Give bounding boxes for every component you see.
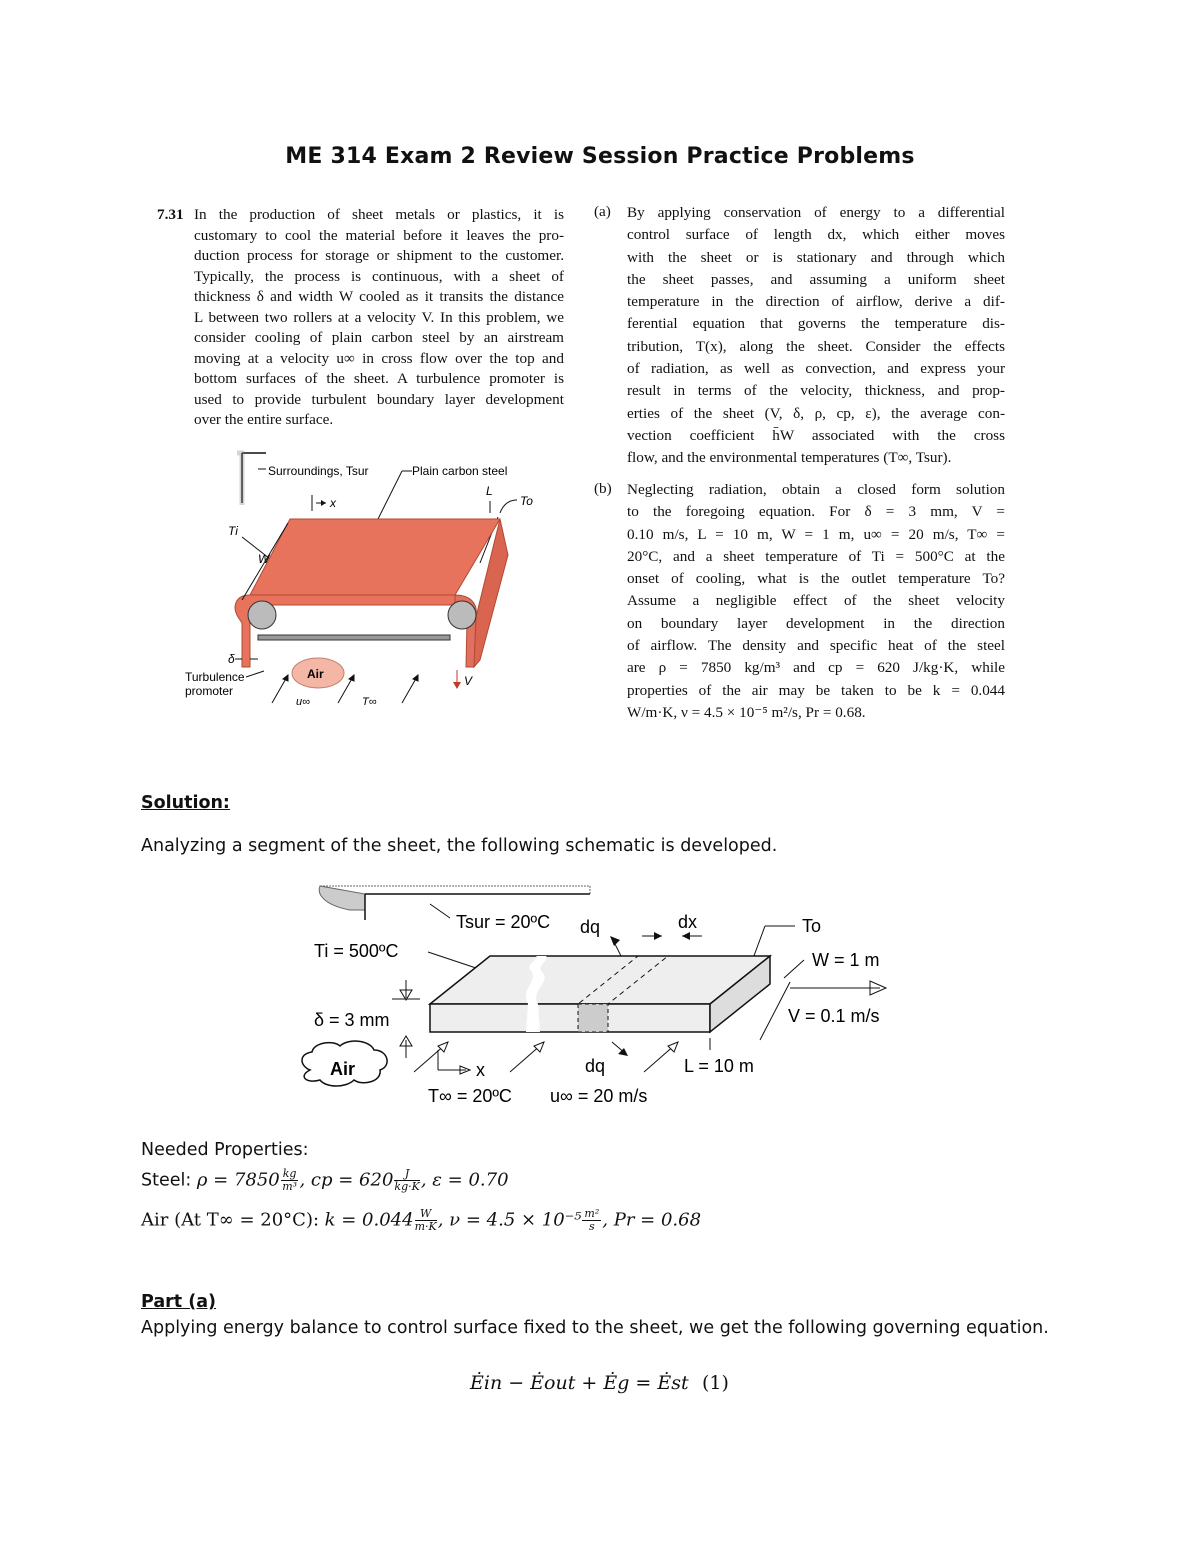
part-b-label: (b): [594, 480, 612, 497]
text-line: Neglecting radiation, obtain a closed form solution: [627, 481, 1005, 498]
air-label: Air (At T∞ = 20°C):: [141, 1209, 320, 1231]
x-label: x: [330, 496, 336, 510]
w-label: W = 1 m: [812, 950, 880, 970]
u-inf-label: u∞: [296, 696, 310, 708]
text-line: By applying conservation of energy to a differential: [627, 204, 1005, 221]
steel-cp-unit: $\frac{J}{kg\cdot K}$: [394, 1167, 420, 1193]
l-label: L = 10 m: [684, 1056, 754, 1076]
air-nu: , ν = 4.5 × 10⁻⁵: [437, 1209, 582, 1231]
text-line: consider cooling of plain carbon steel by an airstream: [194, 329, 564, 346]
dq-top-label: dq: [580, 917, 601, 937]
text-line: 20°C, and a sheet temperature of Ti = 500°C at the: [627, 547, 1005, 565]
solution-intro: Analyzing a segment of the sheet, the following schematic is developed.: [141, 836, 778, 856]
problem-number: 7.31: [157, 206, 184, 223]
turbulence-label-1: Turbulence: [185, 670, 245, 684]
dx-label: dx: [678, 912, 698, 932]
uinf-label: u∞ = 20 m/s: [550, 1086, 648, 1106]
text-line: In the production of sheet metals or plastics, it is: [194, 206, 564, 223]
text-line: bottom surfaces of the sheet. A turbulence promoter is: [194, 370, 564, 387]
properties-heading: Needed Properties:: [141, 1140, 309, 1160]
Ti-label: Ti: [228, 524, 238, 538]
surroundings-label: Surroundings, Tsur: [268, 464, 369, 478]
part-a-statement: [627, 202, 1005, 470]
to-label: To: [802, 916, 822, 936]
text-line: the sheet passes, and assuming a uniform sheet: [627, 270, 1005, 288]
air-properties: [141, 1208, 701, 1233]
text-line: L between two rollers at a velocity V. In this problem, we: [194, 308, 564, 326]
v-label: V = 0.1 m/s: [788, 1006, 880, 1026]
steel-label: Steel:: [141, 1170, 192, 1191]
equation-number: (1): [702, 1372, 729, 1394]
air-label: Air: [307, 667, 324, 681]
L-label: L: [486, 484, 493, 498]
text-line: result in terms of the velocity, thickness, and prop-: [627, 382, 1005, 400]
text-line: duction process for storage or shipment to the customer.: [194, 247, 564, 264]
text-line: customary to cool the material before it leaves the pro-: [194, 226, 564, 244]
steel-eps: , ε = 0.70: [420, 1169, 509, 1191]
part-b-statement: [627, 479, 1005, 724]
plain-carbon-steel-label: Plain carbon steel: [412, 464, 508, 478]
turbulence-label-2: promoter: [185, 684, 234, 698]
text-line: W/m·K, ν = 4.5 × 10⁻⁵ m²/s, Pr = 0.68.: [627, 703, 866, 721]
x-label: x: [476, 1060, 485, 1080]
steel-rho-unit: $\frac{kg}{\text{m³}}$: [282, 1167, 298, 1193]
text-line: of airflow. The density and specific heat of the steel: [627, 637, 1005, 655]
air-label: Air: [330, 1059, 356, 1079]
text-line: on boundary layer development in the direction: [627, 614, 1005, 632]
text-line: temperature in the direction of airflow, derive a dif-: [627, 293, 1005, 311]
text-line: properties of the air may be taken to be k = 0.044: [627, 681, 1005, 699]
tsur-label: Tsur = 20ºC: [456, 912, 551, 932]
text-line: moving at a velocity u∞ in cross flow over the top and: [194, 349, 564, 367]
delta-label: δ: [228, 652, 235, 666]
dq-bottom-label: dq: [585, 1056, 606, 1076]
part-a-text: Applying energy balance to control surface fixed to the sheet, we get the following governing equation.: [141, 1318, 1049, 1338]
ti-label: Ti = 500ºC: [314, 941, 399, 961]
text-line: with the sheet or is stationary and through which: [627, 248, 1005, 266]
text-line: erties of the sheet (V, δ, ρ, cp, ε), the average con-: [627, 404, 1005, 422]
page-title: ME 314 Exam 2 Review Session Practice Problems: [285, 144, 915, 169]
sheet-segment-schematic: [290, 880, 910, 1110]
text-line: Typically, the process is continuous, with a sheet of: [194, 267, 564, 285]
text-line: onset of cooling, what is the outlet temperature To?: [627, 570, 1005, 588]
text-line: flow, and the environmental temperatures (T∞, Tsur).: [627, 449, 952, 467]
text-line: thickness δ and width W cooled as it transits the distance: [194, 288, 564, 305]
W-label: W: [258, 552, 270, 566]
text-line: used to provide turbulent boundary layer development: [194, 390, 564, 408]
solution-heading: Solution:: [141, 793, 230, 813]
problem-statement: [194, 205, 564, 431]
text-line: control surface of length dx, which either moves: [627, 226, 1005, 244]
T-inf-label: T∞: [362, 696, 377, 708]
steel-properties: [141, 1168, 509, 1193]
air-pr: , Pr = 0.68: [602, 1209, 702, 1231]
delta-label: δ = 3 mm: [314, 1010, 390, 1030]
sheet-cooling-figure: [180, 445, 540, 710]
text-line: over the entire surface.: [194, 411, 334, 428]
tinf-label: T∞ = 20ºC: [428, 1086, 512, 1106]
To-label: To: [520, 494, 533, 508]
text-line: vection coefficient h̄W associated with the cross: [627, 426, 1005, 444]
text-line: are ρ = 7850 kg/m³ and cp = 620 J/kg·K, while: [627, 659, 1005, 677]
text-line: to the foregoing equation. For δ = 3 mm, V =: [627, 503, 1005, 521]
text-line: tribution, T(x), along the sheet. Consider the effects: [627, 337, 1005, 355]
text-line: Assume a negligible effect of the sheet velocity: [627, 592, 1005, 610]
part-a-heading: Part (a): [141, 1292, 217, 1312]
text-line: of radiation, as well as convection, and express your: [627, 360, 1005, 378]
energy-balance-equation: Ėin − Ėout + Ėg = Ėst: [470, 1372, 689, 1394]
air-k-unit: $\frac{W}{m\cdot K}$: [414, 1207, 437, 1233]
steel-rho: ρ = 7850: [196, 1169, 280, 1191]
steel-cp: , cp = 620: [299, 1169, 394, 1191]
air-nu-unit: $\frac{\text{m²}}{s}$: [584, 1207, 600, 1233]
text-line: 0.10 m/s, L = 10 m, W = 1 m, u∞ = 20 m/s, T∞ =: [627, 525, 1005, 543]
text-line: ferential equation that governs the temperature dis-: [627, 315, 1005, 333]
air-k: k = 0.044: [324, 1209, 414, 1231]
part-a-label: (a): [594, 203, 611, 220]
V-label: V: [464, 674, 473, 688]
